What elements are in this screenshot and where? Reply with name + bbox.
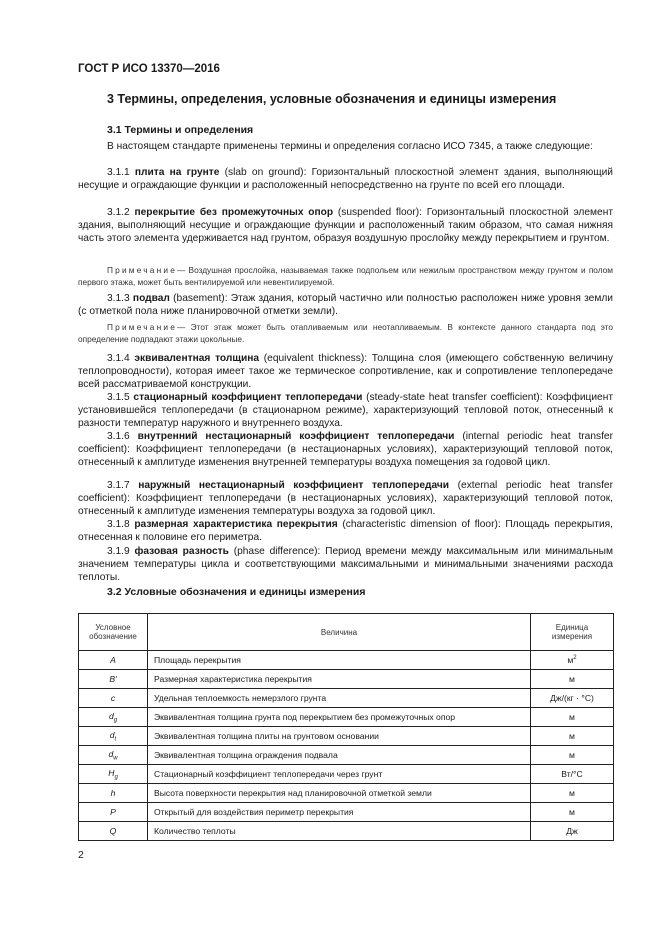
section-title: 3 Термины, определения, условные обозначения и единицы измерения bbox=[107, 92, 557, 106]
term-number: 3.1.9 bbox=[107, 546, 135, 557]
table-row bbox=[79, 689, 614, 708]
quantity-cell: Эквивалентная толщина плиты на грунтовом основании bbox=[148, 727, 531, 746]
unit-cell: м bbox=[531, 803, 614, 822]
table-row bbox=[79, 670, 614, 689]
unit-cell: м bbox=[531, 708, 614, 727]
quantity-cell: Размерная характеристика перекрытия bbox=[148, 670, 531, 689]
term-definition: (external periodic heat transfer coefficient): Коэффициент теплопередачи (в нестационарных условиях), характеризующий тепловой поток, отнесенный к амплитуде изменения температуры воздуха за годовой цикл. bbox=[78, 480, 613, 518]
quantity-cell: Высота поверхности перекрытия над планировочной отметкой земли bbox=[148, 784, 531, 803]
term-name: фазовая разность bbox=[134, 546, 229, 557]
note-label: Примечание bbox=[107, 322, 178, 332]
term-number: 3.1.1 bbox=[107, 167, 135, 178]
term-name: внутренний нестационарный коэффициент теплопередачи bbox=[137, 431, 455, 442]
table-row bbox=[79, 784, 614, 803]
unit-cell: Дж/(кг · °С) bbox=[531, 689, 614, 708]
symbols-table bbox=[78, 613, 614, 841]
term-3-1-9 bbox=[78, 545, 613, 585]
term-number: 3.1.2 bbox=[107, 207, 135, 218]
quantity-cell: Количество теплоты bbox=[148, 822, 531, 841]
quantity-cell: Эквивалентная толщина грунта под перекрытием без промежуточных опор bbox=[148, 708, 531, 727]
table-row bbox=[79, 822, 614, 841]
term-number: 3.1.3 bbox=[107, 293, 133, 304]
term-definition: (phase difference): Период времени между максимальным или минимальным значением температуры цикла и соответствующими максимальными и минимальными значениями расхода теплоты. bbox=[78, 546, 613, 584]
symbol-cell: c bbox=[79, 689, 148, 708]
unit-cell: м bbox=[531, 784, 614, 803]
note-2-text: — Этот этаж может быть отапливаемым или неотапливаемым. В контексте данного стандарта под это определение подпадают этажи цокольные. bbox=[78, 322, 613, 344]
symbol-cell: $d_t$ bbox=[79, 727, 148, 746]
term-definition: (basement): Этаж здания, который частично или полностью расположен ниже уровня земли (с отметкой пола ниже планировочной отметки земли). bbox=[78, 293, 613, 318]
term-name: подвал bbox=[132, 293, 170, 304]
symbol-cell: $d_w$ bbox=[79, 746, 148, 765]
unit-cell: Дж bbox=[531, 822, 614, 841]
symbol-cell: B' bbox=[79, 670, 148, 689]
term-name: плита на грунте bbox=[134, 167, 220, 178]
term-definition: (characteristic dimension of floor): Площадь перекрытия, отнесенная к половине его периметра. bbox=[78, 519, 613, 544]
header-quantity: Величина bbox=[148, 614, 531, 651]
term-3-1-5 bbox=[78, 391, 613, 431]
table-row bbox=[79, 765, 614, 784]
symbol-cell: Q bbox=[79, 822, 148, 841]
quantity-cell: Стационарный коэффициент теплопередачи через грунт bbox=[148, 765, 531, 784]
table-header-row bbox=[79, 614, 614, 651]
term-definition: (suspended floor): Горизонтальный плоскостной элемент здания, выполняющий несущие и ограждающие функции и расположенный таким образом, что самая нижняя часть этого элемента удерживается над грунтом, образуя воздушную прослойку между перекрытием и грунтом. bbox=[78, 207, 613, 245]
note-1 bbox=[78, 265, 613, 288]
document-header: ГОСТ Р ИСО 13370—2016 bbox=[78, 63, 220, 75]
term-name: перекрытие без промежуточных опор bbox=[134, 207, 334, 218]
header-unit: Единица измерения bbox=[531, 614, 614, 651]
term-definition: (steady-state heat transfer coefficient): Коэффициент установившейся теплопередачи (в стационарном режиме), характеризующий тепловой поток, отнесенный к разности температур наружного и внутреннего воздуха. bbox=[78, 392, 614, 430]
note-1-text: — Воздушная прослойка, называемая также подпольем или нежилым пространством между грунтом и полом первого этажа, может быть вентилируемой или невентилируемой. bbox=[78, 265, 613, 287]
term-3-1-6 bbox=[78, 430, 613, 470]
term-definition: (slab on ground): Горизонтальный плоскостной элемент здания, выполняющий несущие и ограждающие функции и расположенный непосредственно на грунте по всей его площади. bbox=[78, 167, 613, 192]
note-2 bbox=[78, 322, 613, 345]
term-number: 3.1.7 bbox=[107, 480, 139, 491]
table-row bbox=[79, 708, 614, 727]
term-3-1-4 bbox=[78, 352, 613, 392]
unit-cell: Вт/°С bbox=[531, 765, 614, 784]
unit-cell: м bbox=[531, 727, 614, 746]
term-number: 3.1.5 bbox=[107, 392, 134, 403]
quantity-cell: Удельная теплоемкость немерзлого грунта bbox=[148, 689, 531, 708]
note-label: Примечание bbox=[107, 265, 178, 275]
term-number: 3.1.4 bbox=[107, 353, 135, 364]
term-definition: (internal periodic heat transfer coefficient): Коэффициент теплопередачи (в нестационарных условиях), характеризующий тепловой поток, отнесенный к амплитуде изменения внутренней температуры воздуха помещения за годовой цикл. bbox=[78, 431, 613, 469]
subsection-title-terms: 3.1 Термины и определения bbox=[107, 124, 254, 136]
term-definition: (equivalent thickness): Толщина слоя (имеющего собственную величину теплопроводности), которая имеет такое же термическое сопротивление, как и сопротивление теплопередаче всей рассматриваемой конструкции. bbox=[78, 353, 613, 391]
quantity-cell: Открытый для воздействия периметр перекрытия bbox=[148, 803, 531, 822]
table-row bbox=[79, 746, 614, 765]
term-name: стационарный коэффициент теплопередачи bbox=[133, 392, 363, 403]
term-3-1-3 bbox=[78, 292, 613, 318]
term-number: 3.1.8 bbox=[107, 519, 135, 530]
symbol-cell: $H_g$ bbox=[79, 765, 148, 784]
quantity-cell: Площадь перекрытия bbox=[148, 651, 531, 670]
symbol-cell: h bbox=[79, 784, 148, 803]
term-3-1-7 bbox=[78, 479, 613, 519]
symbol-cell: $d_g$ bbox=[79, 708, 148, 727]
table-row bbox=[79, 727, 614, 746]
unit-cell: $м^2$ bbox=[531, 651, 614, 670]
intro-paragraph: В настоящем стандарте применены термины и определения согласно ИСО 7345, а также следующие: bbox=[107, 141, 593, 152]
symbol-cell: P bbox=[79, 803, 148, 822]
term-number: 3.1.6 bbox=[107, 431, 138, 442]
term-3-1-1 bbox=[78, 166, 613, 192]
unit-cell: м bbox=[531, 670, 614, 689]
term-3-1-2 bbox=[78, 206, 613, 246]
subsection-title-symbols: 3.2 Условные обозначения и единицы измерения bbox=[107, 586, 366, 598]
quantity-cell: Эквивалентная толщина ограждения подвала bbox=[148, 746, 531, 765]
page-number: 2 bbox=[78, 849, 84, 861]
term-name: эквивалентная толщина bbox=[134, 353, 260, 364]
symbol-cell: A bbox=[79, 651, 148, 670]
header-symbol: Условное обозначение bbox=[79, 614, 148, 651]
table-row bbox=[79, 651, 614, 670]
unit-cell: м bbox=[531, 746, 614, 765]
table-row bbox=[79, 803, 614, 822]
term-3-1-8 bbox=[78, 518, 613, 544]
term-name: наружный нестационарный коэффициент теплопередачи bbox=[138, 480, 450, 491]
term-name: размерная характеристика перекрытия bbox=[134, 519, 338, 530]
